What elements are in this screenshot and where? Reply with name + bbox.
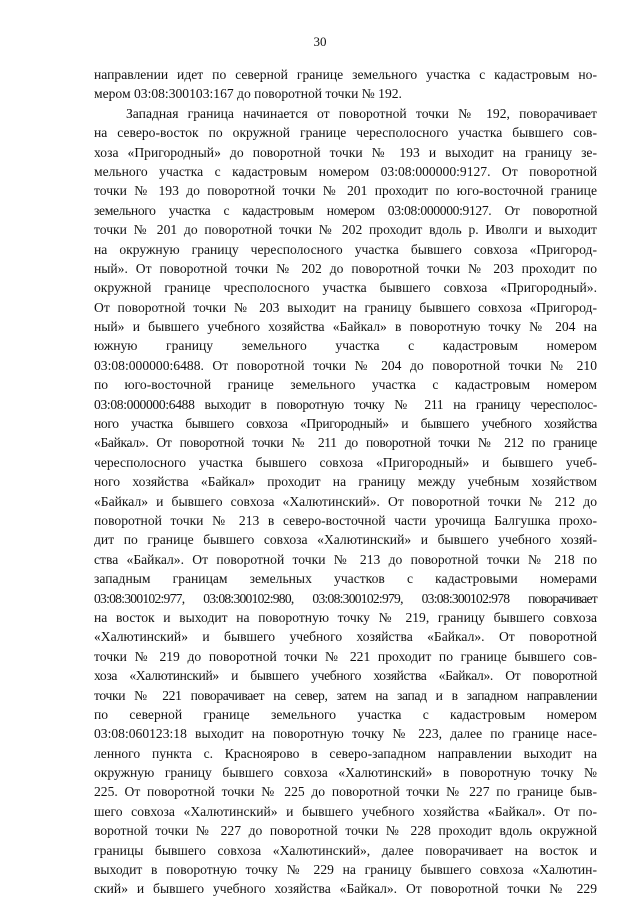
body-text (94, 65, 597, 899)
text-line: поворотной точки № 213 в северо-восточной части урочища Балгушка прохо- (94, 512, 597, 528)
text-line: 03:08:060123:18 выходит на поворотную точку № 223, далее по границе насе- (94, 726, 597, 742)
text-line: границы бывшего совхоза «Халютинский», далее поворачивает на восток и (94, 842, 597, 858)
text-line: Западная граница начинается от поворотной точки № 192, поворачивает (126, 105, 597, 121)
text-line: выходит в поворотную точку № 229 на границу бывшего совхоза «Халютин- (94, 862, 597, 878)
text-line: южную границу земельного участка с кадастровым номером (94, 338, 597, 354)
text-line: мером 03:08:300103:167 до поворотной точки № 192. (94, 86, 402, 102)
text-line: ный». От поворотной точки № 202 до поворотной точки № 203 проходит по (94, 260, 597, 276)
text-line: на окружную границу чересполосного участка бывшего совхоза «Пригород- (94, 241, 597, 257)
text-line: точки № 201 до поворотной точки № 202 проходит вдоль р. Иволги и выходит (94, 222, 597, 238)
text-line: От поворотной точки № 203 выходит на границу бывшего совхоза «Пригород- (94, 299, 597, 315)
text-line: на восток и выходит на поворотную точку № 219, границу бывшего совхоза (94, 609, 597, 625)
text-line: западным границам земельных участков с кадастровыми номерами (94, 571, 597, 587)
text-line: «Байкал». От поворотной точки № 211 до поворотной точки № 212 по границе (94, 435, 597, 451)
text-line: ства «Байкал». От поворотной точки № 213 до поворотной точки № 218 по (94, 551, 597, 567)
text-line: хоза «Халютинский» и бывшего учебного хозяйства «Байкал». От поворотной (94, 668, 597, 684)
text-line: земельного участка с кадастровым номером 03:08:000000:9127. От поворотной (94, 202, 597, 218)
text-line: мельного участка с кадастровым номером 03:08:000000:9127. От поворотной (94, 163, 597, 179)
text-line: дит по границе бывшего совхоза «Халютинский» и бывшего учебного хозяй- (94, 532, 597, 548)
text-line: окружной границе чресполосного участка бывшего совхоза «Пригородный». (94, 280, 597, 296)
text-line: точки № 219 до поворотной точки № 221 проходит по границе бывшего сов- (94, 648, 597, 664)
text-line: 03:08:000000:6488 выходит в поворотную точку № 211 на границу чересполос- (94, 396, 597, 412)
text-line: ленного пункта с. Красноярово в северо-западном направлении выходит на (94, 745, 597, 761)
text-line: 225. От поворотной точки № 225 до поворотной точки № 227 по границе быв- (94, 784, 597, 800)
text-line: точки № 193 до поворотной точки № 201 проходит по юго-восточной границе (94, 183, 597, 199)
text-line: ного хозяйства «Байкал» проходит на границу между учебным хозяйством (94, 474, 597, 490)
text-line: по юго-восточной границе земельного участка с кадастровым номером (94, 377, 597, 393)
text-line: на северо-восток по окружной границе чересполосного участка бывшего сов- (94, 125, 597, 141)
text-line: по северной границе земельного участка с кадастровым номером (94, 706, 597, 722)
text-line: «Халютинский» и бывшего учебного хозяйства «Байкал». От поворотной (94, 629, 597, 645)
text-line: шего совхоза «Халютинский» и бывшего учебного хозяйства «Байкал». От по- (94, 803, 597, 819)
text-line: точки № 221 поворачивает на север, затем на запад и в западном направлении (94, 687, 597, 703)
text-line: направлении идет по северной границе земельного участка с кадастровым но- (94, 67, 597, 82)
text-line: воротной точки № 227 до поворотной точки № 228 проходит вдоль окружной (94, 823, 597, 839)
text-line: ный» и бывшего учебного хозяйства «Байкал» в поворотную точку № 204 на (94, 319, 597, 335)
text-line: «Байкал» и бывшего совхоза «Халютинский». От поворотной точки № 212 до (94, 493, 597, 509)
text-line: чересполосного участка бывшего совхоза «Пригородный» и бывшего учеб- (94, 454, 597, 470)
text-line: ного участка бывшего совхоза «Пригородный» и бывшего учебного хозяйства (94, 416, 597, 432)
text-line: 03:08:000000:6488. От поворотной точки № 204 до поворотной точки № 210 (94, 357, 597, 373)
text-line: ский» и бывшего учебного хозяйства «Байкал». От поворотной точки № 229 (94, 881, 597, 897)
text-line: 03:08:300102:977, 03:08:300102:980, 03:08:300102:979, 03:08:300102:978 поворачивает (94, 590, 597, 606)
text-line: хоза «Пригородный» до поворотной точки № 193 и выходит на границу зе- (94, 144, 597, 160)
text-line: окружную границу бывшего совхоза «Халютинский» в поворотную точку № (94, 765, 597, 781)
page-number: 30 (313, 34, 327, 49)
